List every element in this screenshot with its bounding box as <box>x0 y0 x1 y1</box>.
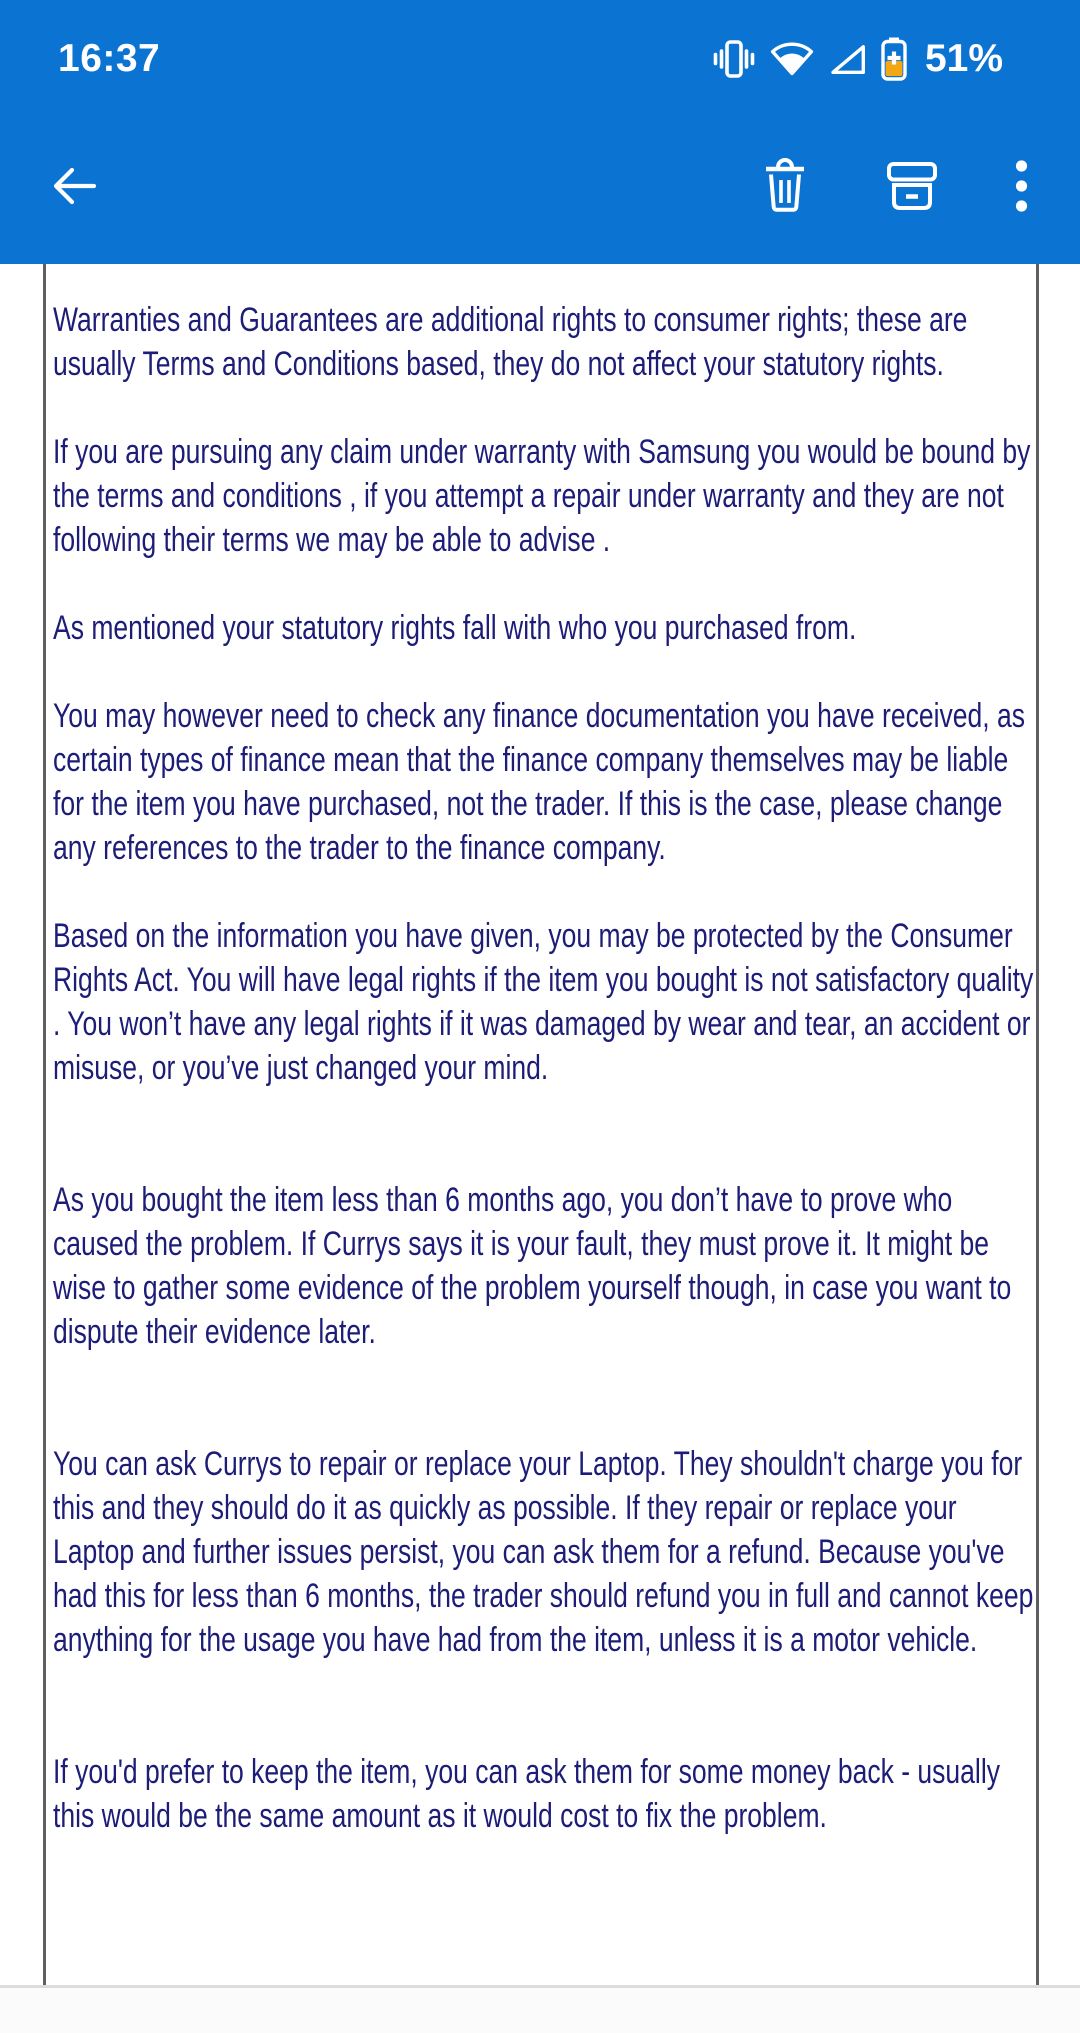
email-paragraph: If you are pursuing any claim under warranty with Samsung you would be bound by the terms and conditions , if you attempt a repair under warranty and they are not following their terms we may be able to advise . <box>53 433 1031 559</box>
toolbar-actions <box>757 154 1049 218</box>
battery-saver-icon <box>881 37 907 81</box>
email-paragraph: You can ask Currys to repair or replace your Laptop. They shouldn't charge you for this and they should do it as quickly as possible. If they repair or replace your Laptop and further issues persist, you can ask them for a refund. Because you've had this for less than 6 months, the trader should refund you in full and cannot keep anything for the usage you have had from the item, unless it is a motor vehicle. <box>53 1445 1034 1659</box>
toolbar <box>0 154 1080 218</box>
below-content-area <box>0 1988 1080 2033</box>
email-paragraph: If you'd prefer to keep the item, you can ask them for some money back - usually this would be the same amount as it would cost to fix the problem. <box>53 1753 1000 1835</box>
email-paragraphs <box>53 298 1037 1838</box>
status-icons <box>713 37 1003 81</box>
back-button[interactable] <box>46 154 102 218</box>
email-paragraph: Based on the information you have given, you may be protected by the Consumer Rights Act. You will have legal rights if the item you bought is not satisfactory quality . You won’t have any legal rights if it was damaged by wear and tear, an accident or misuse, or you’ve just changed your mind. <box>53 917 1034 1087</box>
overflow-menu-button[interactable] <box>993 154 1049 218</box>
quoted-message-box <box>43 264 1039 1985</box>
app-header <box>0 0 1080 264</box>
email-content <box>0 264 1080 2033</box>
email-paragraph: You may however need to check any finance documentation you have received, as certain types of finance mean that the finance company themselves may be liable for the item you have purchased, not the trader. If this is the case, please change any references to the trader to the finance company. <box>53 697 1026 867</box>
email-paragraph: Warranties and Guarantees are additional rights to consumer rights; these are usually Terms and Conditions based, they do not affect your statutory rights. <box>53 301 968 383</box>
back-arrow-icon <box>48 160 100 212</box>
email-paragraph: As mentioned your statutory rights fall with who you purchased from. <box>53 609 857 647</box>
status-bar <box>0 0 1080 82</box>
three-dot-menu-icon <box>1015 160 1028 212</box>
delete-button[interactable] <box>757 154 813 218</box>
cell-signal-icon <box>829 42 867 76</box>
archive-icon <box>886 159 938 213</box>
email-paragraph: As you bought the item less than 6 months ago, you don’t have to prove who caused the problem. If Currys says it is your fault, they must prove it. It might be wise to gather some evidence of the problem yourself though, in case you want to dispute their evidence later. <box>53 1181 1012 1351</box>
battery-percent: 51% <box>924 37 1003 80</box>
wifi-icon <box>769 42 815 76</box>
status-time: 16:37 <box>58 37 161 80</box>
trash-icon <box>760 158 810 214</box>
vibrate-icon <box>713 39 755 79</box>
archive-button[interactable] <box>884 154 940 218</box>
